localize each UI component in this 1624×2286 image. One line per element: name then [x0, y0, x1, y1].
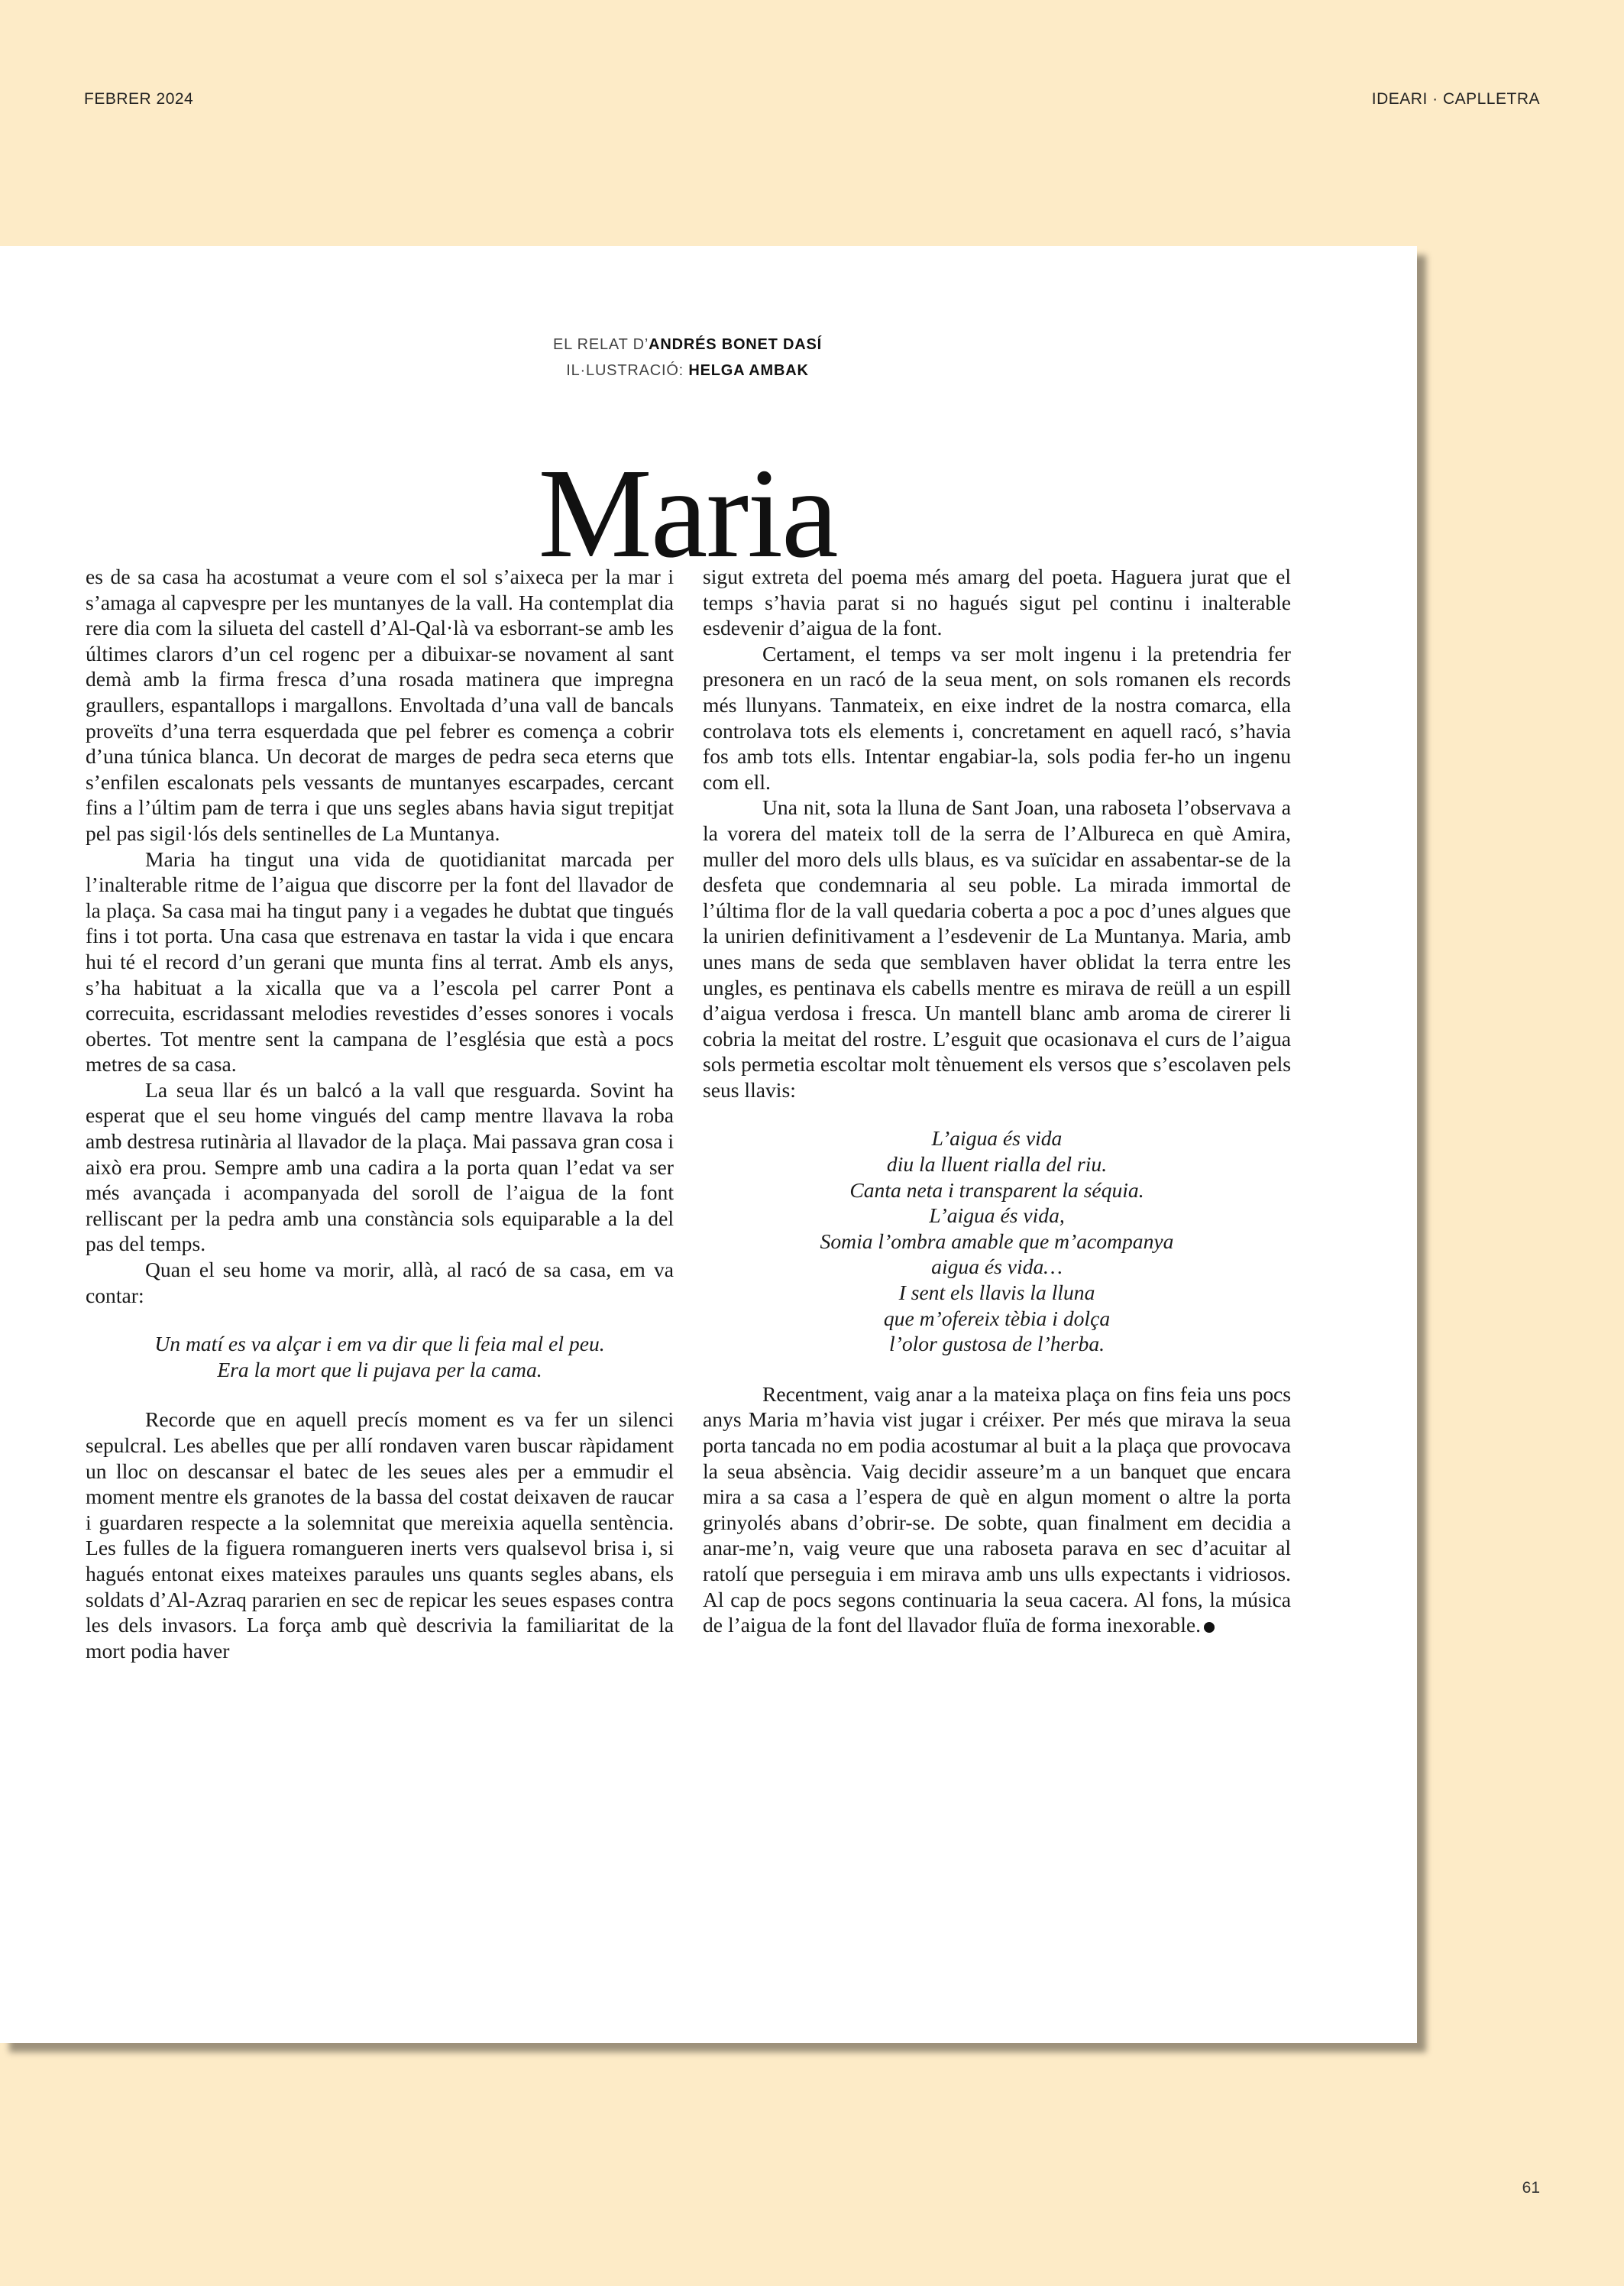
paragraph: sigut extreta del poema més amarg del poeta. Haguera jurat que el temps s’havia parat si no hagués sigut pel continu i inalterable esdevenir d’aigua de la font.: [703, 565, 1291, 640]
text-column-right: [703, 564, 1291, 1638]
poem-line: aigua és vida…: [931, 1255, 1063, 1279]
paragraph: Recorde que en aquell precís moment es va fer un silenci sepulcral. Les abelles que per allí rondaven varen buscar ràpidament un lloc on descansar el batec de les seues ales per a emmudir el moment mentre els granotes de la bassa del costat deixaven de raucar i guardaren respecte a la solemnitat que mereixia aquella sentència. Les fulles de la figuera romangueren inerts vers qualsevol brisa i, si hagués entonat eixes mateixes paraules uns quants segles abans, els soldats d’Al-Azraq pararien en sec de repicar les seues espases contra les dels invasors. La força amb què descrivia la familiaritat de la mort podia haver: [86, 1407, 674, 1663]
text-column-left: [86, 564, 674, 1663]
poem-line: l’olor gustosa de l’herba.: [888, 1332, 1105, 1356]
poem-line: L’aigua és vida: [931, 1126, 1063, 1151]
running-head-date: FEBRER 2024: [84, 90, 194, 108]
paragraph-text: Recentment, vaig anar a la mateixa plaça on fins feia uns pocs anys Maria m’havia vist jugar i créixer. Per més que mirava la seua porta tancada no em podia acostumar al buit a la plaça que provocava la seua absència. Vaig decidir asseure’m a un banquet que encara mira a sa casa a l’espera de què en algun moment o altre la porta grinyolés abans d’obrir-se. De sobte, quan finalment em decidia a anar-me’n, vaig veure que una raboseta parava en sec d’acuitar al ratolí que perseguia i em mirava amb uns ulls expectants i vidriosos. Al cap de pocs segons continuaria la seua cacera. Al fons, la música de l’aigua de la font del llavador fluïa de forma inexorable.: [703, 1381, 1291, 1637]
quoted-speech: [86, 1331, 674, 1382]
end-mark-icon: [1204, 1622, 1215, 1633]
paragraph: Una nit, sota la lluna de Sant Joan, una raboseta l’observava a la vorera del mateix toll de la serra de l’Albureca en què Amira, muller del moro dels ulls blaus, es va suïcidar en assabentar-se de la desfeta que condemnaria al seu poble. La mirada immortal de l’última flor de la vall quedaria coberta a poc a poc d’unes algues que la unirien definitivament a l’esdevenir de La Muntanya. Maria, amb unes mans de seda que semblaven haver oblidat la terra entre les ungles, es pentinava els cabells mentre es mirava de reüll a un espill d’aigua verdosa i fresca. Un mantell blanc amb aroma de cirerer li cobria la meitat del rostre. L’esguit que ocasionava el curs de l’aigua sols permetia escoltar molt tènuement els versos que s’escolaven pels seus llavis:: [703, 795, 1291, 1102]
author-name: ANDRÉS BONET DASÍ: [649, 336, 823, 353]
poem-line: Somia l’ombra amable que m’acompanya: [820, 1229, 1174, 1253]
illustrator-name: HELGA AMBAK: [688, 362, 809, 379]
paragraph: Certament, el temps va ser molt ingenu i la pretendria fer presonera en un racó de la seua ment, on sols romanen els records més llunyans. Tanmateix, en eixe indret de la nostra comarca, ella controlava tots els elements i, concretament en aquell racó, s’havia fos amb tots ells. Intentar engabiar-la, sols podia fer-ho un ingenu com ell.: [703, 641, 1291, 794]
article-credits: [0, 332, 1375, 384]
poem-line: diu la lluent rialla del riu.: [886, 1152, 1108, 1177]
paragraph-last: [703, 1381, 1291, 1638]
illustration-label: IL·LUSTRACIÓ:: [566, 362, 684, 379]
poem-line: L’aigua és vida,: [929, 1203, 1065, 1228]
page-number: 61: [1522, 2179, 1540, 2197]
running-head-section: IDEARI · CAPLLETRA: [1371, 90, 1540, 108]
quote-line: Era la mort que li pujava per la cama.: [217, 1357, 542, 1381]
paragraph: Maria ha tingut una vida de quotidianitat marcada per l’inalterable ritme de l’aigua que discorre per la font del llavador de la plaça. Sa casa mai ha tingut pany i a vegades he dubtat que tingués fins i tot porta. Una casa que estrenava en tastar la vida i que encara hui té el record d’un gerani que munta fins al terrat. Amb els anys, s’ha habituat a la xicalla que va a l’escola pel carrer Pont a correcuita, escridassant melodies revestides d’esses sonores i vocals obertes. Tot mentre sent la campana de l’església que està a pocs metres de sa casa.: [86, 847, 674, 1077]
illustrator-credit: [0, 358, 1375, 384]
poem-line: Canta neta i transparent la séquia.: [849, 1177, 1144, 1202]
quote-line: Un matí es va alçar i em va dir que li feia mal el peu.: [154, 1332, 605, 1356]
article-title: Maria: [538, 442, 837, 584]
author-credit: [0, 332, 1375, 358]
poem: [703, 1125, 1291, 1356]
paragraph: es de sa casa ha acostumat a veure com el sol s’aixeca per la mar i s’amaga al capvespre per les muntanyes de la vall. Ha contemplat dia rere dia com la silueta del castell d’Al-Qal·là va esborrant-se amb les últimes clarors d’un cel rogenc per a dibuixar-se novament al sant demà amb la firma fresca d’una rosada matinera que impregna graullers, espantallops i margallons. Envoltada d’una vall de bancals proveïts d’una terra esquerdada que pel febrer es comença a cobrir d’una túnica blanca. Un decorat de marges de pedra seca eterns que s’enfilen escalonats pels vessants de muntanyes escarpades, cercant fins a l’últim pam de terra i que uns segles abans havia sigut trepitjat pel pas sigil·lós dels sentinelles de La Muntanya.: [86, 565, 674, 845]
author-label: EL RELAT D’: [552, 336, 649, 353]
paragraph: Quan el seu home va morir, allà, al racó de sa casa, em va contar:: [86, 1258, 674, 1307]
poem-line: I sent els llavis la lluna: [898, 1281, 1095, 1305]
paragraph: La seua llar és un balcó a la vall que resguarda. Sovint ha esperat que el seu home vingués del camp mentre llavava la roba amb destresa rutinària al llavador de la plaça. Mai passava gran cosa i això era prou. Sempre amb una cadira a la porta quan l’edat va ser més avançada i acompanyada del soroll de l’aigua de la font relliscant per la pedra amb una constància sols equiparable a la del pas del temps.: [86, 1077, 674, 1256]
poem-line: que m’ofereix tèbia i dolça: [883, 1306, 1111, 1330]
